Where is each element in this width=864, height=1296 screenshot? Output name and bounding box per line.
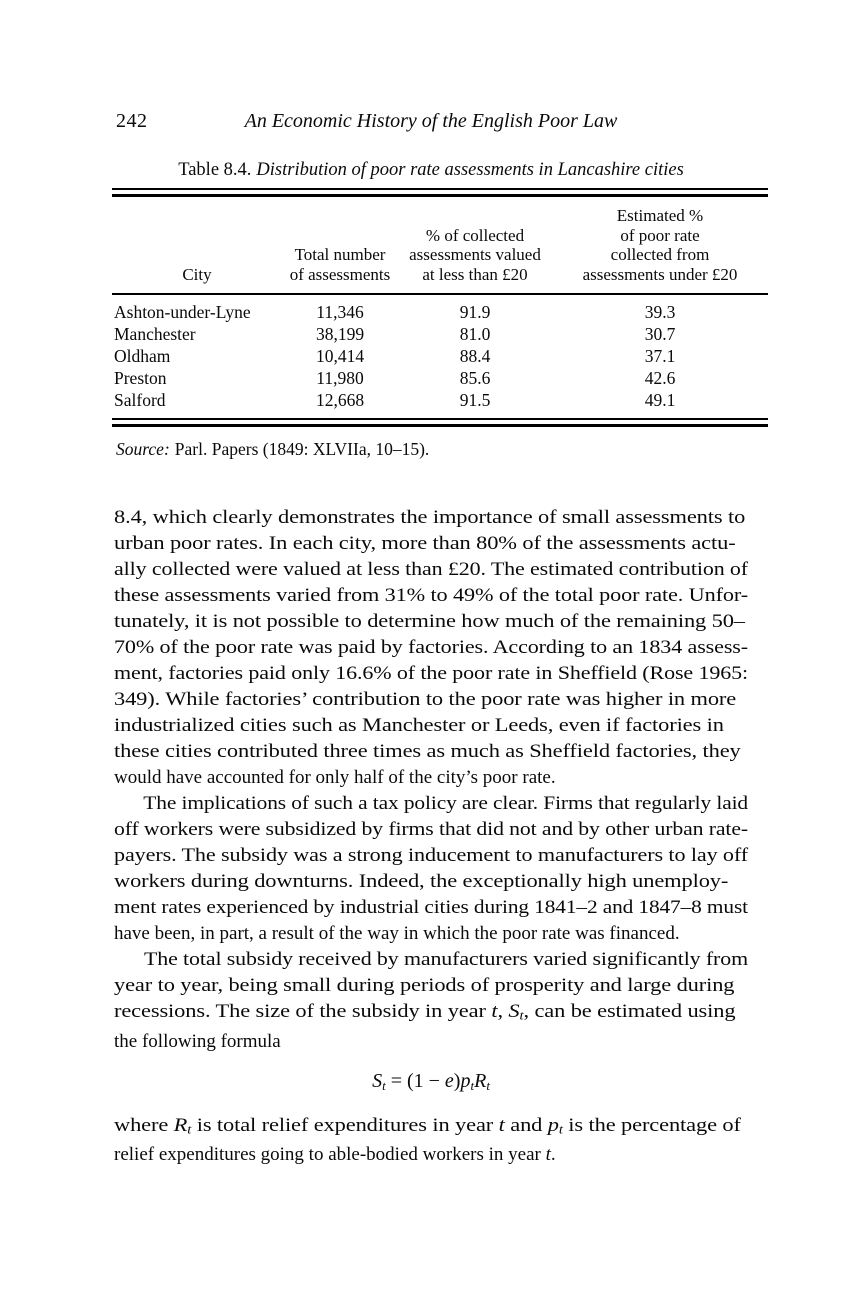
- cell-est: 37.1: [644, 345, 676, 366]
- cell-total: 11,346: [316, 301, 364, 322]
- text-line: 8.4, which clearly demonstrates the importance of small assessments to: [114, 507, 746, 528]
- running-header: [114, 110, 748, 136]
- cell-est: 49.1: [644, 389, 676, 410]
- cell-total: 10,414: [315, 345, 365, 366]
- subsidy-formula: St = (1 − e)ptRt: [372, 1069, 490, 1093]
- text-line: off workers were subsidized by firms that did not and by other urban rate-: [114, 819, 748, 840]
- table-row: [112, 389, 768, 411]
- table-row: [112, 301, 768, 323]
- page-number: 242: [116, 110, 148, 132]
- text-line: these assessments varied from 31% to 49% of the total poor rate. Unfor-: [114, 585, 749, 606]
- text-line: where Rt is total relief expenditures in year t and pt is the percentage of: [114, 1114, 741, 1137]
- cell-city: Manchester: [114, 323, 196, 344]
- text-line: ally collected were valued at less than £20. The estimated contribution of: [114, 559, 749, 580]
- text-line: have been, in part, a result of the way in which the poor rate was financed.: [114, 923, 680, 944]
- text-line: ment rates experienced by industrial cities during 1841–2 and 1847–8 must: [114, 897, 748, 918]
- text-line: would have accounted for only half of the city’s poor rate.: [114, 767, 556, 788]
- cell-pct: 88.4: [459, 345, 491, 366]
- text-line: The total subsidy received by manufacturers varied significantly from: [143, 949, 749, 970]
- body-text: [114, 505, 748, 1168]
- table-source: [116, 439, 429, 460]
- cell-total: 38,199: [315, 323, 365, 344]
- cell-est: 30.7: [644, 323, 676, 344]
- text-line: ment, factories paid only 16.6% of the poor rate in Sheffield (Rose 1965:: [114, 663, 749, 684]
- cell-total: 12,668: [315, 389, 365, 410]
- text-line: these cities contributed three times as much as Sheffield factories, they: [114, 741, 741, 762]
- cell-pct: 85.6: [459, 367, 491, 388]
- cell-city: Oldham: [114, 345, 171, 366]
- table-bottom-rule-thin: [112, 418, 768, 420]
- cell-est: 42.6: [644, 367, 676, 388]
- text-line: 70% of the poor rate was paid by factories. According to an 1834 assess-: [114, 637, 749, 658]
- table-row: [112, 323, 768, 345]
- cell-city: Salford: [114, 389, 166, 410]
- table-header-row: [112, 197, 768, 293]
- text-line: workers during downturns. Indeed, the exceptionally high unemploy-: [114, 871, 729, 892]
- cell-pct: 91.9: [459, 301, 491, 322]
- column-header-estimated-pct: Estimated % of poor rate collected from assessments under £20: [582, 206, 738, 284]
- table-row: [112, 345, 768, 367]
- cell-pct: 91.5: [459, 389, 491, 410]
- cell-city: Ashton-under-Lyne: [114, 301, 251, 322]
- running-head-title: An Economic History of the English Poor Law: [244, 110, 618, 132]
- body-paragraph-1: [114, 505, 748, 791]
- text-line: tunately, it is not possible to determine how much of the remaining 50–: [114, 611, 745, 632]
- column-header-total-assessments: Total number of assessments: [289, 245, 391, 284]
- cell-city: Preston: [114, 367, 167, 388]
- table-bottom-rule-thick: [112, 424, 768, 427]
- table-top-rule-thin: [112, 188, 768, 190]
- text-line: industrialized cities such as Manchester or Leeds, even if factories in: [114, 715, 724, 736]
- text-line: recessions. The size of the subsidy in year t, St, can be estimated using: [114, 1001, 736, 1023]
- table-row: [112, 367, 768, 389]
- body-paragraph-2: [114, 791, 748, 947]
- table-caption-title: Distribution of poor rate assessments in Lancashire cities: [256, 160, 684, 180]
- cell-pct: 81.0: [459, 323, 491, 344]
- text-line: payers. The subsidy was a strong inducement to manufacturers to lay off: [114, 845, 749, 866]
- text-line: urban poor rates. In each city, more than 80% of the assessments actu-: [114, 533, 736, 554]
- table-caption-label: Table 8.4.: [178, 160, 252, 180]
- text-line: year to year, being small during periods of prosperity and large during: [114, 975, 735, 996]
- text-line: relief expenditures going to able-bodied workers in year t.: [114, 1144, 556, 1166]
- cell-total: 11,980: [316, 367, 364, 388]
- cell-est: 39.3: [644, 301, 676, 322]
- source-label: Source:: [116, 439, 170, 459]
- table-caption: [114, 160, 748, 181]
- body-paragraph-4: [114, 1113, 748, 1169]
- table-body: [112, 295, 768, 418]
- body-paragraph-3: [114, 947, 748, 1055]
- text-line: 349). While factories’ contribution to the poor rate was higher in more: [114, 689, 737, 710]
- text-line: The implications of such a tax policy are clear. Firms that regularly laid: [143, 793, 749, 814]
- source-text: Parl. Papers (1849: XLVIIa, 10–15).: [174, 439, 430, 459]
- table-8-4: [112, 188, 768, 427]
- column-header-city: City: [182, 264, 212, 284]
- text-line: the following formula: [114, 1030, 281, 1052]
- column-header-pct-collected: % of collected assessments valued at less than £20: [409, 225, 541, 284]
